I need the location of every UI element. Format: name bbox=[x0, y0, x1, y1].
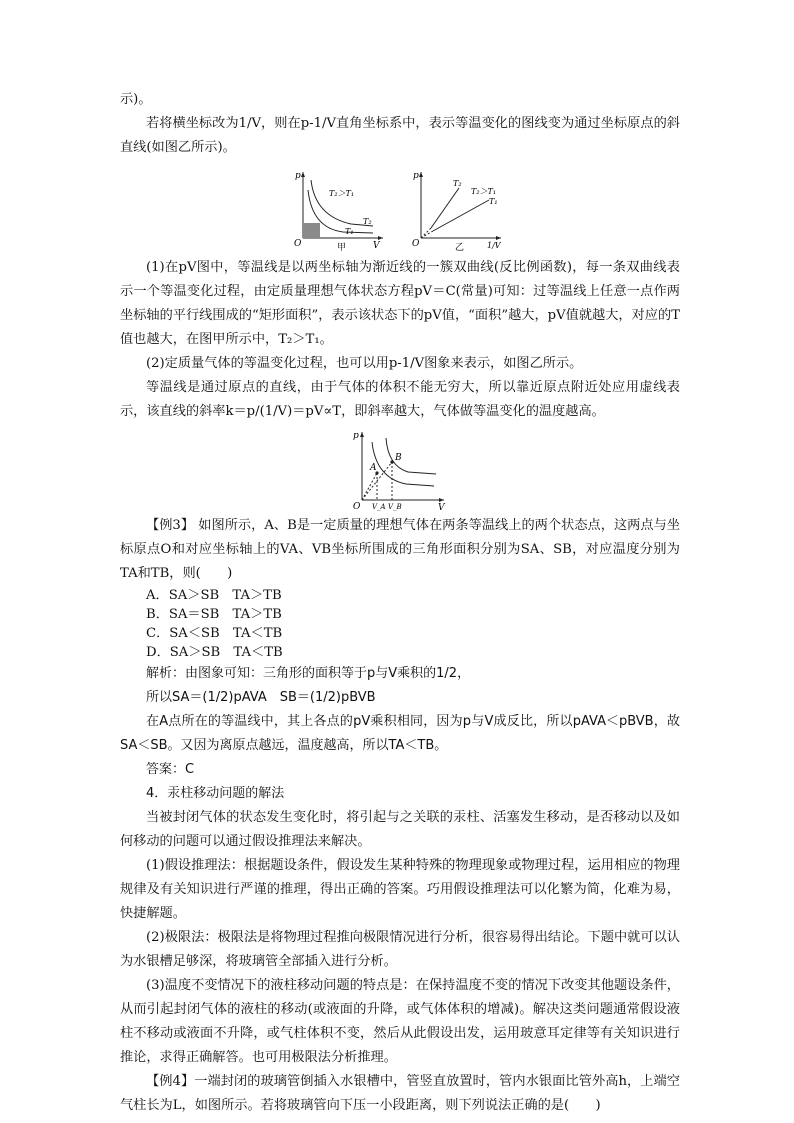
example-3-question: 【例3】 如图所示，A、B是一定质量的理想气体在两条等温线上的两个状态点，这两点与坐标原点O和对应坐标轴上的VA、VB坐标所围成的三角形面积分别为SA、SB，对应温度分别为TA和TB，则( ) bbox=[120, 518, 680, 581]
paragraph: 等温线是通过原点的直线，由于气体的体积不能无穷大，所以靠近原点附近处应用虚线表示，该直线的斜率k＝p/(1/V)＝pV∝T，即斜率越大，气体做等温变化的温度越高。 bbox=[120, 380, 680, 419]
figure-row bbox=[120, 166, 680, 252]
relation-label: T₂＞T₁ bbox=[329, 189, 355, 198]
t2-label: T₂ bbox=[453, 179, 462, 188]
option-d: D．SA＞SB TA＜TB bbox=[146, 645, 283, 660]
t1-label: T₁ bbox=[489, 197, 498, 206]
figure-jia bbox=[291, 166, 391, 252]
paragraph: 若将横坐标改为1/V，则在p-1/V直角坐标系中，表示等温变化的图线变为通过坐标原点的斜直线(如图乙所示)。 bbox=[120, 116, 680, 155]
option-a: A．SA＞SB TA＞TB bbox=[146, 588, 282, 603]
va-label: V_A bbox=[372, 503, 386, 511]
point-a-label: A bbox=[370, 463, 377, 473]
point-b-label: B bbox=[395, 453, 402, 463]
figure-yi bbox=[409, 166, 509, 252]
axis-label-inv-v: 1/V bbox=[487, 241, 501, 250]
origin-label: O bbox=[412, 239, 420, 249]
figure-caption: 甲 bbox=[337, 243, 347, 252]
figure-caption: 乙 bbox=[455, 243, 465, 252]
relation-label: T₂＞T₁ bbox=[471, 187, 497, 196]
figure-example-3 bbox=[350, 428, 450, 512]
option-c: C．SA＜SB TA＜TB bbox=[146, 626, 283, 641]
example-4-question: 【例4】一端封闭的玻璃管倒插入水银槽中，管竖直放置时，管内水银面比管外高h，上端空气柱长为L，如图所示。若将玻璃管向下压一小段距离，则下列说法正确的是( ) bbox=[120, 1074, 680, 1113]
paragraph: (2)定质量气体的等温变化过程，也可以用p-1/V图象来表示，如图乙所示。 bbox=[146, 356, 583, 371]
origin-label: O bbox=[294, 239, 302, 249]
option-b: B．SA＝SB TA＞TB bbox=[146, 607, 282, 622]
axis-label-p: p bbox=[295, 171, 301, 181]
axis-label-p: p bbox=[413, 171, 419, 181]
paragraph: (2)极限法：极限法是将物理过程推向极限情况进行分析，很容易得出结论。下题中就可以认为水银槽足够深，将玻璃管全部插入进行分析。 bbox=[120, 930, 680, 969]
paragraph: 当被封闭气体的状态发生变化时，将引起与之关联的汞柱、活塞发生移动，是否移动以及如何移动的问题可以通过假设推理法来解决。 bbox=[120, 810, 680, 849]
paragraph: (3)温度不变情况下的液柱移动问题的特点是：在保持温度不变的情况下改变其他题设条件，从而引起封闭气体的液柱的移动(或液面的升降，或气体体积的增减)。解决这类问题通常假设液柱不移动或液面不升降，或气柱体积不变，然后从此假设出发，运用玻意耳定律等有关知识进行推论，求得正确解答。也可用极限法分析推理。 bbox=[120, 978, 680, 1065]
axis-label-v: V bbox=[373, 241, 380, 251]
origin-label: O bbox=[353, 502, 361, 512]
solution-line: 在A点所在的等温线中，其上各点的pV乘积相同，因为p与V成反比，所以pAVA＜pBVB，故SA＜SB。又因为离原点越远，温度越高，所以TA＜TB。 bbox=[120, 714, 680, 753]
solution-line: 解析：由图象可知：三角形的面积等于p与V乘积的1/2， bbox=[146, 666, 471, 681]
t2-label: T₂ bbox=[363, 217, 372, 226]
solution-line: 所以SA＝(1/2)pAVA SB＝(1/2)pBVB bbox=[146, 690, 376, 705]
paragraph: (1)假设推理法：根据题设条件，假设发生某种特殊的物理现象或物理过程，运用相应的物理规律及有关知识进行严谨的推理，得出正确的答案。巧用假设推理法可以化繁为简，化难为易，快捷解题。 bbox=[120, 858, 680, 921]
paragraph: 示)。 bbox=[120, 92, 152, 107]
answer-line: 答案：C bbox=[146, 762, 195, 777]
section-heading: 4．汞柱移动问题的解法 bbox=[146, 786, 285, 801]
axis-label-p: p bbox=[353, 431, 359, 441]
t1-label: T₁ bbox=[345, 227, 354, 236]
vb-label: V_B bbox=[388, 503, 402, 511]
axis-label-v: V bbox=[438, 503, 445, 512]
paragraph: (1)在pV图中，等温线是以两坐标轴为渐近线的一簇双曲线(反比例函数)，每一条双曲线表示一个等温变化过程，由定质量理想气体状态方程pV＝C(常量)可知：过等温线上任意一点作两坐标轴的平行线围成的“矩形面积”，表示该状态下的pV值，“面积”越大，pV值就越大，对应的T值也越大，在图甲所示中，T₂＞T₁。 bbox=[120, 260, 680, 347]
document-page bbox=[120, 88, 680, 1118]
